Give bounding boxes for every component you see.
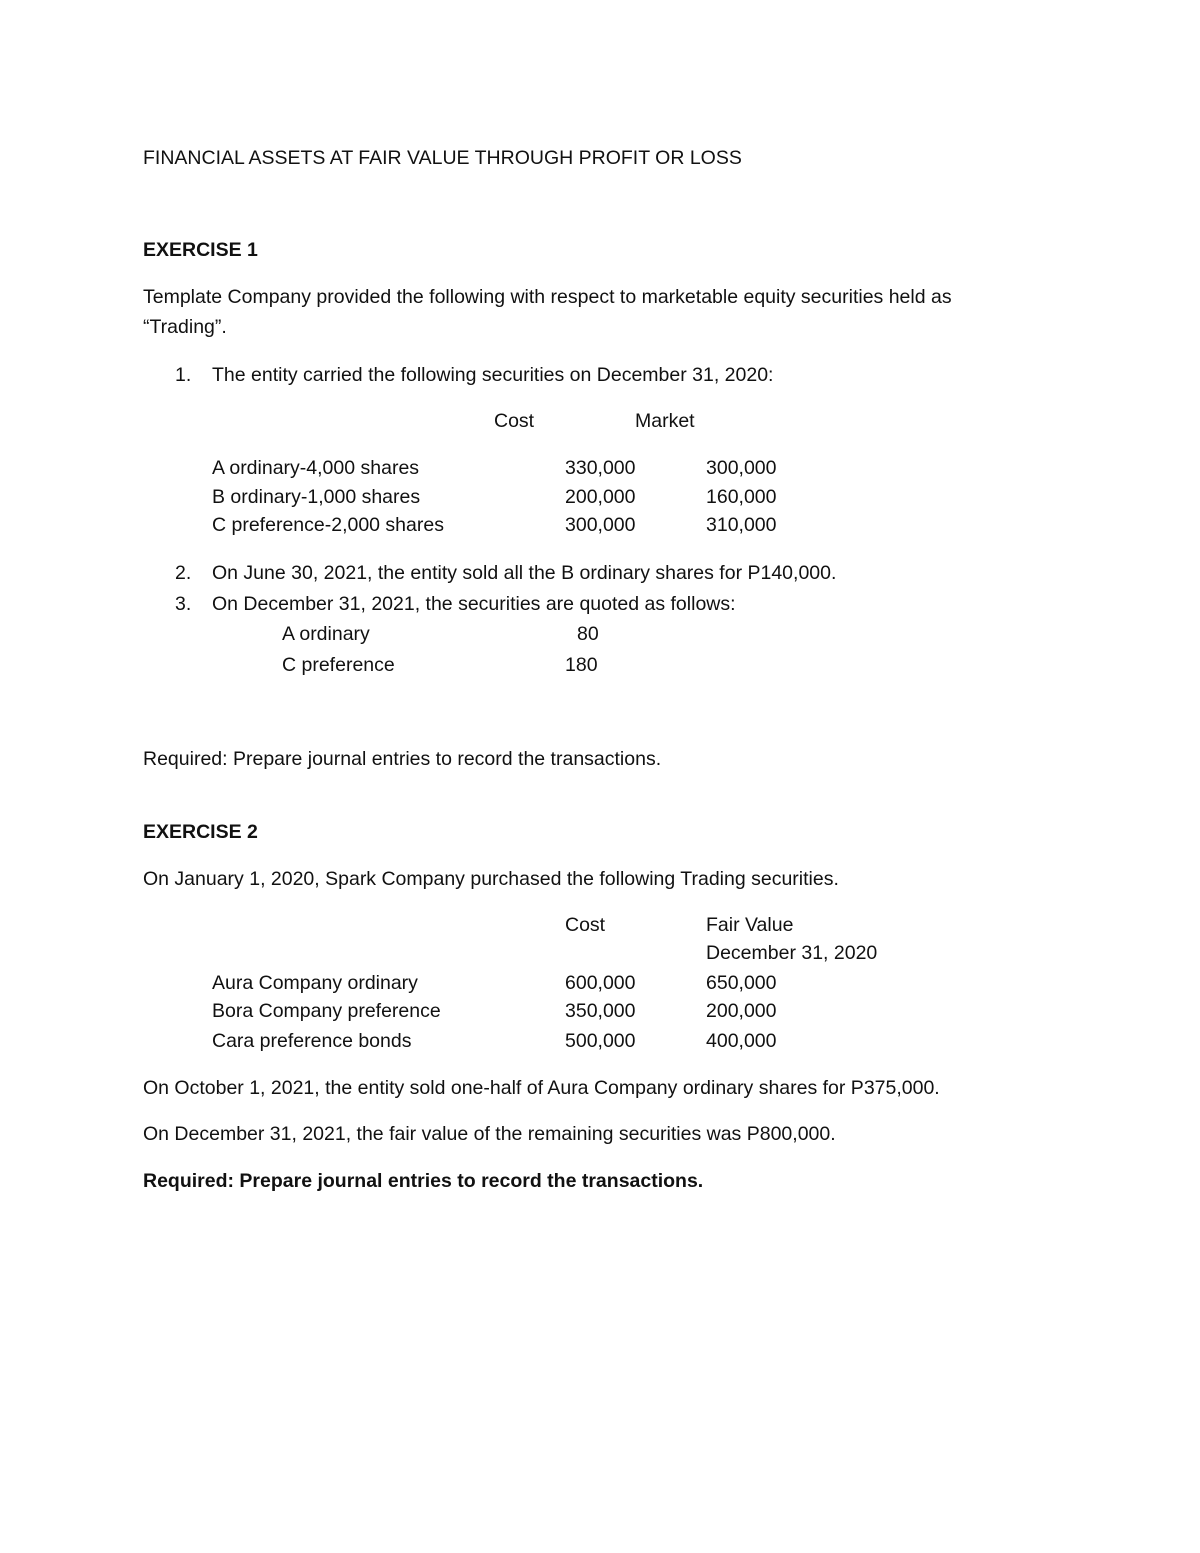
- table-header-cost: Cost: [565, 914, 606, 936]
- list-item-number: 1.: [175, 364, 192, 386]
- table-row-name: B ordinary-1,000 shares: [212, 486, 421, 508]
- list-item-number: 2.: [175, 562, 192, 584]
- table-cell-cost: 300,000: [565, 514, 636, 536]
- table-cell-cost: 500,000: [565, 1030, 636, 1052]
- table-cell-fair-value: 650,000: [706, 972, 777, 994]
- list-item-number: 3.: [175, 593, 192, 615]
- table-row-name: Bora Company preference: [212, 1000, 441, 1022]
- quote-value: 180: [565, 654, 598, 676]
- table-cell-fair-value: 200,000: [706, 1000, 777, 1022]
- table-cell-cost: 600,000: [565, 972, 636, 994]
- table-header-fair-value: Fair Value: [706, 914, 794, 936]
- exercise2-paragraph: On December 31, 2021, the fair value of the remaining securities was P800,000.: [143, 1123, 836, 1145]
- table-cell-cost: 330,000: [565, 457, 636, 479]
- exercise2-heading: EXERCISE 2: [143, 821, 258, 843]
- list-item-text: On December 31, 2021, the securities are quoted as follows:: [212, 593, 736, 615]
- exercise2-paragraph: On October 1, 2021, the entity sold one-half of Aura Company ordinary shares for P375,000.: [143, 1077, 940, 1099]
- exercise2-intro: On January 1, 2020, Spark Company purchased the following Trading securities.: [143, 868, 839, 890]
- table-row-name: C preference-2,000 shares: [212, 514, 444, 536]
- table-header-market: Market: [635, 410, 695, 432]
- table-cell-cost: 350,000: [565, 1000, 636, 1022]
- list-item-text: On June 30, 2021, the entity sold all the B ordinary shares for P140,000.: [212, 562, 837, 584]
- exercise1-required: Required: Prepare journal entries to record the transactions.: [143, 748, 662, 770]
- table-cell-fair-value: 400,000: [706, 1030, 777, 1052]
- table-header-cost: Cost: [494, 410, 535, 432]
- quote-value: 80: [577, 623, 599, 645]
- list-item-text: The entity carried the following securities on December 31, 2020:: [212, 364, 774, 386]
- table-cell-market: 160,000: [706, 486, 777, 508]
- quote-name: A ordinary: [282, 623, 370, 645]
- table-cell-market: 300,000: [706, 457, 777, 479]
- table-cell-cost: 200,000: [565, 486, 636, 508]
- exercise1-heading: EXERCISE 1: [143, 239, 258, 261]
- page-title: FINANCIAL ASSETS AT FAIR VALUE THROUGH PROFIT OR LOSS: [143, 147, 742, 169]
- exercise1-intro-line2: “Trading”.: [143, 316, 227, 338]
- table-cell-market: 310,000: [706, 514, 777, 536]
- exercise2-required: Required: Prepare journal entries to record the transactions.: [143, 1170, 704, 1192]
- quote-name: C preference: [282, 654, 395, 676]
- table-row-name: Cara preference bonds: [212, 1030, 412, 1052]
- table-row-name: Aura Company ordinary: [212, 972, 418, 994]
- table-header-fair-value-date: December 31, 2020: [706, 942, 878, 964]
- exercise1-intro-line1: Template Company provided the following with respect to marketable equity securities held as: [143, 286, 952, 308]
- table-row-name: A ordinary-4,000 shares: [212, 457, 420, 479]
